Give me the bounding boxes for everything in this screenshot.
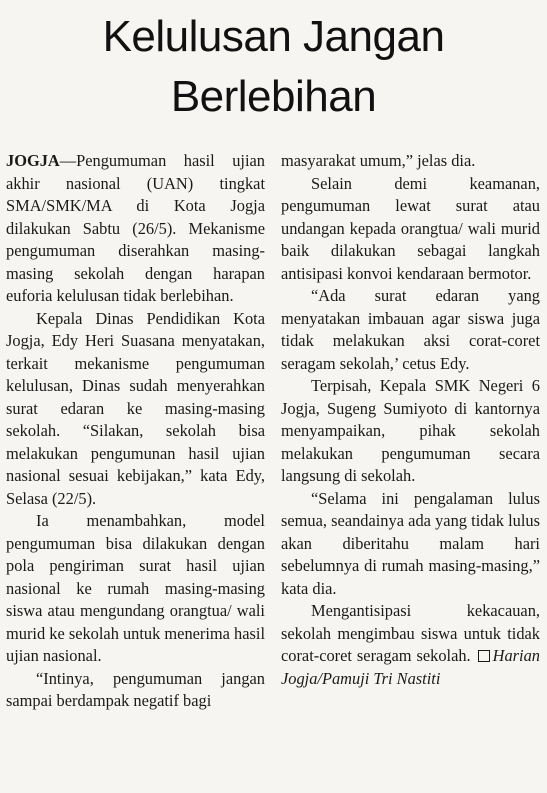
paragraph: “Selama ini pengalaman lulus semua, seandainya ada yang tidak lulus akan diberitahu malam hari sebelumnya di rumah masing-masing,” kata dia. (281, 488, 540, 598)
final-text: Mengantisipasi kekacauan, sekolah mengimbau siswa untuk tidak corat-coret seragam sekolah. (281, 601, 540, 665)
article-column-left (6, 150, 265, 713)
paragraph-lead (6, 150, 265, 308)
lead-text: —Pengumuman hasil ujian akhir nasional (UAN) tingkat SMA/SMK/MA di Kota Jogja dilakukan Sabtu (26/5). Mekanisme pengumuman diserahkan masing-masing sekolah dengan harapan euforia kelulusan tidak berlebihan. (6, 151, 265, 305)
article-column-right (281, 150, 540, 690)
headline-line-1: Kelulusan Jangan (102, 12, 445, 61)
paragraph: Ia menambahkan, model pengumuman bisa dilakukan dengan pola pengiriman surat hasil ujian nasional ke rumah masing-masing siswa atau mengundang orangtua/ wali murid ke sekolah untuk menerima hasil ujian nasional. (6, 511, 266, 665)
paragraph: “Intinya, pengumuman jangan sampai berdampak negatif bagi (6, 668, 265, 710)
byline-credit: Harian Jogja/Pamuji Tri Nastiti (281, 646, 540, 688)
paragraph-final (281, 600, 540, 690)
paragraph: “Ada surat edaran yang menyatakan imbauan agar siswa juga tidak melakukan aksi corat-coret seragam sekolah,’ cetus Edy. (281, 286, 540, 373)
end-mark-box-icon (478, 650, 490, 662)
dateline: JOGJA (6, 151, 60, 170)
paragraph-continued: masyarakat umum,” jelas dia. (281, 151, 476, 170)
paragraph: Selain demi keamanan, pengumuman lewat surat atau undangan kepada orangtua/ wali murid baik dilakukan sebagai langkah antisipasi konvoi kendaraan bermotor. (281, 173, 540, 283)
headline-line-2: Berlebihan (170, 72, 377, 121)
paragraph: Kepala Dinas Pendidikan Kota Jogja, Edy Heri Suasana menyatakan, terkait mekanisme pengumuman kelulusan, Dinas sudah menyerahkan surat edaran ke masing-masing sekolah. “Silakan, sekolah bisa melakukan pengumunan hasil ujian nasional sesuai kebijakan,” kata Edy, Selasa (22/5). (6, 308, 265, 508)
paragraph: Terpisah, Kepala SMK Negeri 6 Jogja, Sugeng Sumiyoto di kantornya menyampaikan, pihak sekolah melakukan pengumuman secara langsung di sekolah. (281, 376, 540, 485)
